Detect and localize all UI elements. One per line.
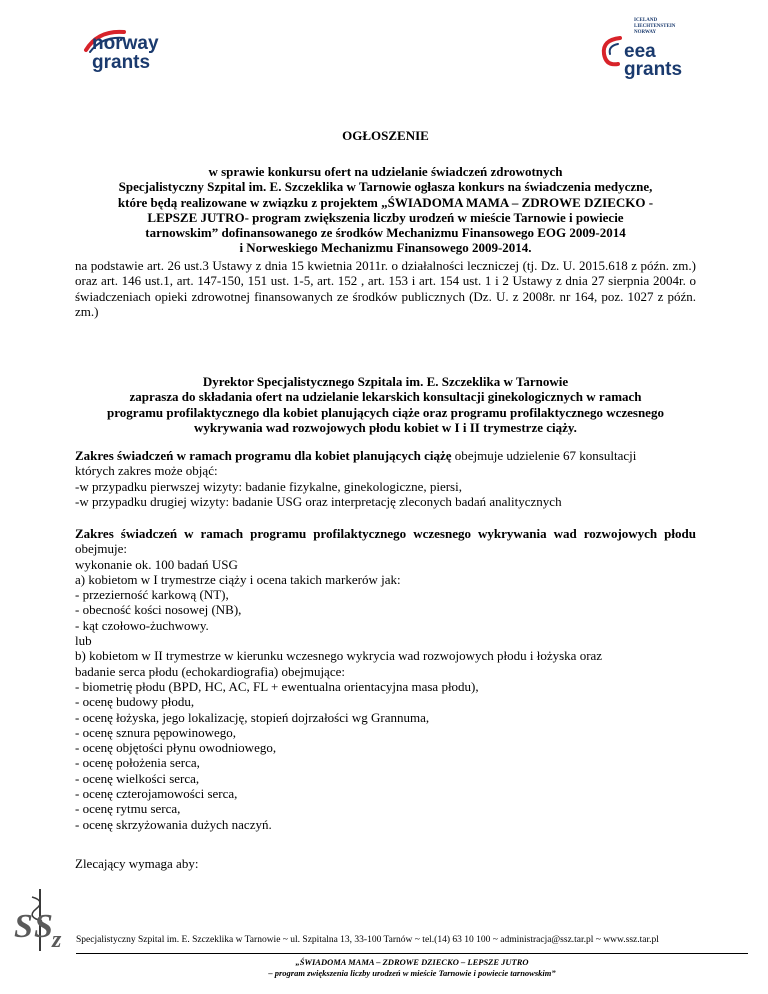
heading-line: które będą realizowane w związku z projektem „ŚWIADOMA MAMA – ZDROWE DZIECKO - bbox=[117, 194, 654, 210]
scope-section-prenatal bbox=[75, 526, 696, 832]
list-item: - ocenę objętości płynu owodniowego, bbox=[75, 740, 277, 756]
eea-grants-logo bbox=[598, 18, 698, 78]
list-item: - przezierność karkową (NT), bbox=[75, 587, 229, 603]
scope-section-planning bbox=[75, 448, 696, 509]
ssz-logo-letter-s2: S bbox=[34, 908, 53, 945]
list-item: - ocenę położenia serca, bbox=[75, 755, 200, 771]
list-item: - ocenę rytmu serca, bbox=[75, 801, 181, 817]
list-item: b) kobietom w II trymestrze w kierunku wczesnego wykrycia wad rozwojowych płodu i łożyska oraz bbox=[75, 648, 603, 664]
list-item: - ocenę budowy płodu, bbox=[75, 694, 195, 710]
list-item: -w przypadku drugiej wizyty: badanie USG oraz interpretację zleconych badań analitycznych bbox=[75, 493, 562, 509]
scope-section-rest: obejmuje udzielenie 67 konsultacji bbox=[451, 448, 637, 463]
invitation-line: programu profilaktycznego dla kobiet planujących ciąże oraz programu profilaktycznego wczesnego bbox=[107, 404, 664, 420]
director-invitation-heading bbox=[75, 374, 696, 435]
list-item: -w przypadku pierwszej wizyty: badanie fizykalne, ginekologiczne, piersi, bbox=[75, 478, 462, 494]
norway-logo-line2: grants bbox=[92, 52, 151, 73]
list-item: lub bbox=[75, 633, 92, 649]
heading-line: Specjalistyczny Szpital im. E. Szczeklika w Tarnowie ogłasza konkurs na świadczenia medyczne, bbox=[118, 179, 653, 195]
invitation-line: zaprasza do składania ofert na udzielanie lekarskich konsultacji ginekologicznych w ramach bbox=[129, 389, 642, 405]
invitation-line: wykrywania wad rozwojowych płodu kobiet w I i II trymestrze ciąży. bbox=[194, 419, 577, 435]
list-item: a) kobietom w I trymestrze ciąży i ocena takich markerów jak: bbox=[75, 571, 401, 587]
scope-section-intro bbox=[75, 448, 696, 463]
footer-divider bbox=[76, 953, 748, 954]
eea-logo-line2: grants bbox=[624, 59, 683, 80]
heading-line: LEPSZE JUTRO- program zwiększenia liczby urodzeń w mieście Tarnowie i powiecie bbox=[147, 209, 624, 225]
eea-country-iceland: ICELAND bbox=[634, 18, 658, 23]
invitation-line: Dyrektor Specjalistycznego Szpitala im. E. Szczeklika w Tarnowie bbox=[202, 374, 569, 389]
scope-section-title: Zakres świadczeń w ramach programu dla kobiet planujących ciążę bbox=[75, 448, 452, 463]
list-item: - ocenę sznura pępowinowego, bbox=[75, 724, 236, 740]
eea-logo-countries bbox=[634, 18, 675, 36]
list-item: - obecność kości nosowej (NB), bbox=[75, 602, 242, 618]
list-item: - ocenę wielkości serca, bbox=[75, 770, 200, 786]
list-item: - ocenę łożyska, jego lokalizację, stopień dojrzałości wg Grannuma, bbox=[75, 709, 430, 725]
scope-section-title: Zakres świadczeń w ramach programu profilaktycznego wczesnego wykrywania wad rozwojowych płodu bbox=[75, 526, 696, 541]
eea-logo-line1: eea bbox=[624, 41, 656, 62]
ssz-logo-letter-s: S bbox=[14, 908, 33, 945]
list-item: - biometrię płodu (BPD, HC, AC, FL + ewentualna orientacyjna masa płodu), bbox=[75, 678, 479, 694]
legal-basis-paragraph: na podstawie art. 26 ust.3 Ustawy z dnia 15 kwietnia 2011r. o działalności leczniczej (tj. Dz. U. 2015.618 z późn. zm.) oraz art. 146 ust.1, art. 147-150, 151 ust. 1-5, art. 152 , art. 153 i art. 154 ust. 1 i 2 Ustawy z dnia 27 sierpnia 2004r. o świadczeniach opieki zdrowotnej finansowanych ze środków publicznych (Dz. U. z 2008r. nr 164, poz. 1027 z późn. zm.) bbox=[75, 258, 696, 319]
list-item: - ocenę czterojamowości serca, bbox=[75, 786, 238, 802]
ssz-hospital-logo bbox=[12, 885, 74, 955]
requirements-intro: Zlecający wymaga aby: bbox=[75, 856, 199, 871]
footer-project-subtitle: – program zwiększenia liczby urodzeń w mieście Tarnowie i powiecie tarnowskim” bbox=[268, 968, 556, 978]
list-item: wykonanie ok. 100 badań USG bbox=[75, 556, 238, 572]
list-item: badanie serca płodu (echokardiografia) obejmujące: bbox=[75, 663, 345, 679]
scope-section-rest: obejmuje: bbox=[75, 541, 127, 557]
list-item: - kąt czołowo-żuchwowy. bbox=[75, 617, 209, 633]
eea-country-norway: NORWAY bbox=[634, 30, 657, 35]
footer-address: Specjalistyczny Szpital im. E. Szczeklika w Tarnowie ~ ul. Szpitalna 13, 33-100 Tarnów ~ tel.(14) 63 10 100 ~ administracja@ssz.tar.pl ~ www.ssz.tar.pl bbox=[76, 935, 659, 945]
ssz-logo-icon bbox=[12, 885, 74, 955]
norway-logo-line1: norway bbox=[92, 33, 159, 54]
ssz-logo-letter-z: z bbox=[52, 927, 62, 953]
list-item: których zakres może objąć: bbox=[75, 463, 218, 479]
announcement-heading bbox=[75, 164, 696, 256]
document-title: OGŁOSZENIE bbox=[342, 128, 429, 143]
norway-grants-logo bbox=[78, 28, 178, 78]
heading-line: w sprawie konkursu ofert na udzielanie świadczeń zdrowotnych bbox=[208, 164, 563, 179]
list-item: - ocenę skrzyżowania dużych naczyń. bbox=[75, 816, 272, 832]
eea-country-liechtenstein: LIECHTENSTEIN bbox=[634, 24, 676, 29]
scope-section-intro bbox=[75, 526, 696, 557]
footer-project-title: „ŚWIADOMA MAMA – ZDROWE DZIECKO – LEPSZE JUTRO bbox=[295, 957, 529, 967]
heading-line: tarnowskim” dofinansowanego ze środków Mechanizmu Finansowego EOG 2009-2014 bbox=[145, 225, 626, 241]
heading-line: i Norweskiego Mechanizmu Finansowego 2009-2014. bbox=[239, 240, 532, 256]
